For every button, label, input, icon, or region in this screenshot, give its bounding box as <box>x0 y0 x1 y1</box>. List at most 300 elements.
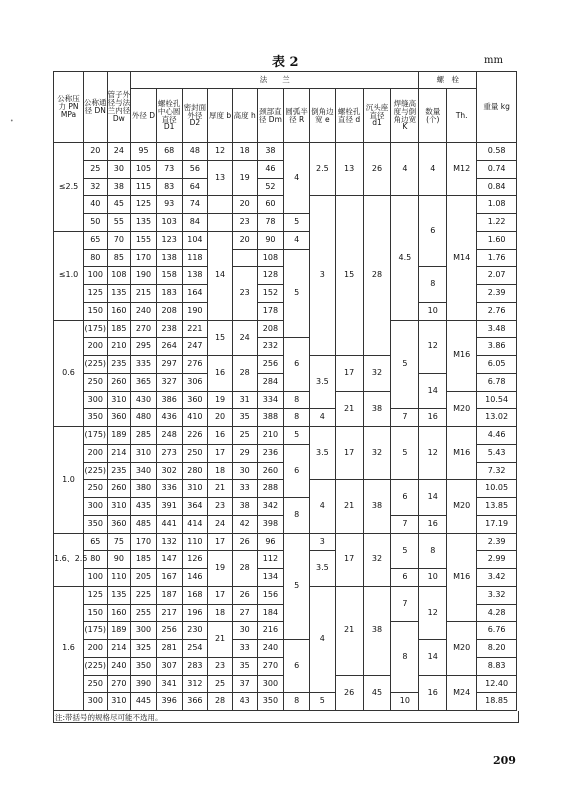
header-bolt-qty: 数量 (个) <box>419 89 447 143</box>
table-cell: 214 <box>107 640 131 658</box>
table-cell: 8.83 <box>477 657 517 675</box>
table-cell: 105 <box>131 160 157 178</box>
table-cell: 103 <box>156 214 182 232</box>
table-cell: 350 <box>257 693 284 711</box>
table-cell: 60 <box>257 196 284 214</box>
table-cell: 436 <box>156 409 182 427</box>
table-cell: 189 <box>107 622 131 640</box>
table-cell: 391 <box>156 498 182 516</box>
table-cell: M20 <box>447 480 477 533</box>
table-cell: 342 <box>257 498 284 516</box>
table-cell: 96 <box>257 533 284 551</box>
table-cell: 80 <box>84 551 108 569</box>
table-cell: 30 <box>232 622 257 640</box>
table-cell: 125 <box>84 285 108 303</box>
table-cell: 150 <box>84 302 108 320</box>
table-cell: 83 <box>156 178 182 196</box>
table-cell: 32 <box>363 427 391 480</box>
table-cell: 5 <box>284 214 310 232</box>
table-cell: 200 <box>84 444 108 462</box>
table-cell: 13 <box>335 143 363 196</box>
table-cell: 3.32 <box>477 586 517 604</box>
table-row <box>54 427 517 445</box>
table-cell: 3.42 <box>477 569 517 587</box>
table-cell: 302 <box>156 462 182 480</box>
table-cell: 29 <box>232 444 257 462</box>
table-cell: 46 <box>257 160 284 178</box>
table-cell: 52 <box>257 178 284 196</box>
table-cell: 185 <box>131 551 157 569</box>
table-cell: 273 <box>156 444 182 462</box>
table-cell: 42 <box>232 515 257 533</box>
table-cell: 10.54 <box>477 391 517 409</box>
table-cell: 270 <box>107 675 131 693</box>
table-cell: 200 <box>84 640 108 658</box>
table-cell: 17 <box>335 533 363 586</box>
table-cell: 386 <box>156 391 182 409</box>
table-cell: 2.76 <box>477 302 517 320</box>
table-cell: 360 <box>107 409 131 427</box>
header-bolt-group: 螺 栓 <box>419 72 477 89</box>
table-cell: 26 <box>335 675 363 711</box>
header-bolt-hole: 螺栓孔直径 d <box>335 89 363 143</box>
table-cell: 414 <box>182 515 208 533</box>
table-cell: 14 <box>208 231 233 320</box>
header-neck-dia: 颈部直径 Dm <box>257 89 284 143</box>
table-cell: M24 <box>447 675 477 711</box>
table-cell: 366 <box>182 693 208 711</box>
table-cell: 19 <box>208 391 233 409</box>
table-cell: 17 <box>208 586 233 604</box>
table-cell: 0.6 <box>54 320 84 427</box>
table-cell: 78 <box>257 214 284 232</box>
table-cell: 135 <box>107 586 131 604</box>
table-row <box>54 533 517 551</box>
table-cell: 7 <box>391 409 419 427</box>
table-note: 注:带括号的规格尽可能不选用。 <box>55 713 163 722</box>
table-cell: 310 <box>107 391 131 409</box>
table-cell: 350 <box>84 515 108 533</box>
table-cell: 17.19 <box>477 515 517 533</box>
table-cell: 28 <box>232 356 257 392</box>
table-cell: 364 <box>182 498 208 516</box>
table-cell: 35 <box>232 409 257 427</box>
table-cell: 16 <box>208 427 233 445</box>
table-cell: 12 <box>208 143 233 161</box>
table-cell: 300 <box>84 391 108 409</box>
table-cell: 396 <box>156 693 182 711</box>
table-cell: 155 <box>131 231 157 249</box>
table-cell: 38 <box>107 178 131 196</box>
table-cell: 33 <box>232 480 257 498</box>
table-cell <box>208 196 233 214</box>
table-cell: 5 <box>391 320 419 409</box>
table-cell: 15 <box>208 320 233 356</box>
table-cell: 21 <box>335 586 363 675</box>
table-cell: 16 <box>208 356 233 392</box>
table-cell: (225) <box>84 657 108 675</box>
table-cell: 8 <box>419 267 447 303</box>
table-cell: 360 <box>107 515 131 533</box>
table-cell: 38 <box>257 143 284 161</box>
table-cell: 110 <box>182 533 208 551</box>
table-cell: 18 <box>208 462 233 480</box>
table-cell: 247 <box>182 338 208 356</box>
header-bolt-thread: Th. <box>447 89 477 143</box>
table-cell: 128 <box>257 267 284 285</box>
table-cell: 4 <box>391 143 419 196</box>
table-cell: 17 <box>208 444 233 462</box>
table-cell: 12 <box>419 427 447 480</box>
table-cell: 31 <box>232 391 257 409</box>
table-cell: 312 <box>182 675 208 693</box>
table-cell: 185 <box>107 320 131 338</box>
table-cell: 6.78 <box>477 373 517 391</box>
table-cell: 5 <box>284 533 310 640</box>
table-cell: 360 <box>182 391 208 409</box>
table-cell: 388 <box>257 409 284 427</box>
table-cell: 184 <box>257 604 284 622</box>
table-cell: 3.5 <box>310 551 336 587</box>
table-cell: 45 <box>107 196 131 214</box>
table-cell: 226 <box>182 427 208 445</box>
table-cell: 1.0 <box>54 427 84 534</box>
table-cell: 350 <box>84 409 108 427</box>
table-row <box>54 391 517 409</box>
table-cell: M12 <box>447 143 477 196</box>
header-weight: 重量 kg <box>477 72 517 143</box>
table-cell: 295 <box>131 338 157 356</box>
table-cell: 55 <box>107 214 131 232</box>
table-cell: 334 <box>257 391 284 409</box>
table-cell: 152 <box>257 285 284 303</box>
table-cell: 12.40 <box>477 675 517 693</box>
table-cell: 485 <box>131 515 157 533</box>
table-cell: M16 <box>447 533 477 622</box>
table-cell: 260 <box>107 373 131 391</box>
table-cell: (175) <box>84 320 108 338</box>
table-cell: 90 <box>107 551 131 569</box>
table-cell: 306 <box>182 373 208 391</box>
table-cell: 1.6 <box>54 586 84 710</box>
table-cell: 2.39 <box>477 285 517 303</box>
table-cell: 90 <box>257 231 284 249</box>
table-cell: 240 <box>131 302 157 320</box>
table-cell: 250 <box>84 373 108 391</box>
table-cell: 8 <box>419 533 447 569</box>
table-cell: 1.76 <box>477 249 517 267</box>
table-cell: 138 <box>182 267 208 285</box>
table-cell: 480 <box>131 409 157 427</box>
table-cell: 300 <box>131 622 157 640</box>
table-row <box>54 143 517 161</box>
header-pipe-od: 管子外径与法兰内径 Dw <box>107 72 131 143</box>
table-cell: 38 <box>363 391 391 427</box>
table-cell: 283 <box>182 657 208 675</box>
table-cell: 48 <box>182 143 208 161</box>
table-cell: 5 <box>284 427 310 445</box>
table-cell: 260 <box>257 462 284 480</box>
table-cell: 37 <box>232 675 257 693</box>
table-cell: 10 <box>419 569 447 587</box>
table-cell: 336 <box>156 480 182 498</box>
table-cell: 214 <box>107 444 131 462</box>
table-body <box>54 143 517 711</box>
table-cell: 20 <box>84 143 108 161</box>
header-flange-od: 外径 D <box>131 89 157 143</box>
table-cell: 248 <box>156 427 182 445</box>
table-cell: 8 <box>391 622 419 693</box>
table-cell: 435 <box>131 498 157 516</box>
header-counterbore: 沉头座直径 d1 <box>363 89 391 143</box>
table-cell: 327 <box>156 373 182 391</box>
table-cell: 6 <box>419 196 447 267</box>
table-cell: 215 <box>131 285 157 303</box>
table-cell: 115 <box>131 178 157 196</box>
table-cell: 73 <box>156 160 182 178</box>
table-cell: 70 <box>107 231 131 249</box>
header-thickness: 厚度 b <box>208 89 233 143</box>
table-cell: 255 <box>131 604 157 622</box>
table-cell: 158 <box>156 267 182 285</box>
flange-spec-table <box>53 71 517 711</box>
table-cell: 196 <box>182 604 208 622</box>
table-cell: 33 <box>232 640 257 658</box>
table-cell: 3 <box>310 533 336 551</box>
table-cell: 1.6、2.5 <box>54 533 84 586</box>
table-cell: 20 <box>232 196 257 214</box>
table-cell: 187 <box>156 586 182 604</box>
table-cell: 5 <box>284 249 310 338</box>
table-cell: 4 <box>310 586 336 693</box>
table-cell: (175) <box>84 622 108 640</box>
table-cell: 10 <box>391 693 419 711</box>
table-cell: 430 <box>131 391 157 409</box>
table-cell: 27 <box>232 604 257 622</box>
table-cell: ≤2.5 <box>54 143 84 232</box>
table-cell: 25 <box>84 160 108 178</box>
table-cell: 50 <box>84 214 108 232</box>
table-cell: 40 <box>84 196 108 214</box>
table-cell: 20 <box>232 231 257 249</box>
table-cell: 108 <box>107 267 131 285</box>
table-cell: 19 <box>208 551 233 587</box>
table-cell: 24 <box>107 143 131 161</box>
table-cell: 85 <box>107 249 131 267</box>
table-cell: 118 <box>182 249 208 267</box>
table-cell: 6.05 <box>477 356 517 374</box>
table-cell: 210 <box>107 338 131 356</box>
table-cell: 1.60 <box>477 231 517 249</box>
page-number: 209 <box>493 754 516 767</box>
table-cell: 38 <box>363 586 391 675</box>
table-cell: 13.85 <box>477 498 517 516</box>
table-cell: 13.02 <box>477 409 517 427</box>
table-cell: 28 <box>208 693 233 711</box>
table-cell: 23 <box>232 267 257 320</box>
table-cell: 250 <box>84 675 108 693</box>
table-cell: 300 <box>84 498 108 516</box>
table-cell <box>232 249 257 267</box>
table-cell: 75 <box>107 533 131 551</box>
table-cell: 3.5 <box>310 356 336 409</box>
table-cell: 35 <box>232 657 257 675</box>
header-weld-leg: 焊缝高度与倒角边宽 K <box>391 89 419 143</box>
table-cell: 240 <box>257 640 284 658</box>
table-cell: 18 <box>232 143 257 161</box>
table-cell: 6 <box>284 444 310 497</box>
table-cell: 108 <box>257 249 284 267</box>
table-cell: 232 <box>257 338 284 356</box>
table-cell: 14 <box>419 373 447 409</box>
table-cell: 16 <box>419 515 447 533</box>
table-cell: 260 <box>107 480 131 498</box>
table-cell: 441 <box>156 515 182 533</box>
header-fillet: 圆弧半径 R <box>284 89 310 143</box>
table-cell: 65 <box>84 533 108 551</box>
table-cell: 164 <box>182 285 208 303</box>
table-cell: 256 <box>257 356 284 374</box>
table-cell: 0.58 <box>477 143 517 161</box>
table-cell: 276 <box>182 356 208 374</box>
table-cell <box>208 214 233 232</box>
table-cell: (225) <box>84 462 108 480</box>
table-cell: 167 <box>156 569 182 587</box>
header-seal-od: 密封面外径 D2 <box>182 89 208 143</box>
table-cell: 205 <box>131 569 157 587</box>
table-cell: 7 <box>391 515 419 533</box>
table-cell: 30 <box>107 160 131 178</box>
unit-label: mm <box>484 55 503 66</box>
table-cell: 189 <box>107 427 131 445</box>
table-cell: 125 <box>131 196 157 214</box>
table-cell: 17 <box>335 356 363 392</box>
table-cell: 2.39 <box>477 533 517 551</box>
table-cell: 288 <box>257 480 284 498</box>
table-cell: M20 <box>447 391 477 427</box>
table-cell: 5 <box>391 533 419 569</box>
table-cell: 112 <box>257 551 284 569</box>
table-cell: 68 <box>156 143 182 161</box>
table-cell: (175) <box>84 427 108 445</box>
table-cell: 178 <box>257 302 284 320</box>
table-cell: 238 <box>156 320 182 338</box>
table-cell: 281 <box>156 640 182 658</box>
table-cell: 8 <box>284 391 310 409</box>
table-cell: M16 <box>447 320 477 391</box>
table-cell: 135 <box>131 214 157 232</box>
table-cell: 13 <box>208 160 233 196</box>
table-cell: 280 <box>182 462 208 480</box>
table-cell: 1.22 <box>477 214 517 232</box>
table-cell: 84 <box>182 214 208 232</box>
table-cell: 6 <box>391 569 419 587</box>
table-cell: 6.76 <box>477 622 517 640</box>
table-cell: 132 <box>156 533 182 551</box>
table-cell: 10.05 <box>477 480 517 498</box>
table-cell: 8 <box>284 409 310 427</box>
table-cell: 221 <box>182 320 208 338</box>
table-cell: 216 <box>257 622 284 640</box>
table-cell: 38 <box>363 480 391 533</box>
table-cell: 410 <box>182 409 208 427</box>
table-cell: M14 <box>447 196 477 320</box>
table-cell: 19 <box>232 160 257 196</box>
table-cell: 134 <box>257 569 284 587</box>
table-cell: 3 <box>310 196 336 356</box>
table-cell: 2.5 <box>310 143 336 196</box>
table-cell: 14 <box>419 480 447 516</box>
table-cell: 28 <box>232 551 257 587</box>
table-cell: 256 <box>156 622 182 640</box>
table-cell: 100 <box>84 569 108 587</box>
table-cell: 21 <box>335 480 363 533</box>
table-cell: 56 <box>182 160 208 178</box>
table-cell: 4 <box>310 409 336 427</box>
table-cell: 32 <box>84 178 108 196</box>
table-cell: 5 <box>310 693 336 711</box>
table-cell: 126 <box>182 551 208 569</box>
table-cell: 0.84 <box>477 178 517 196</box>
table-cell: 16 <box>419 675 447 711</box>
table-cell: 30 <box>232 462 257 480</box>
table-cell: 104 <box>182 231 208 249</box>
table-cell: 150 <box>84 604 108 622</box>
table-cell: 12 <box>419 320 447 373</box>
table-cell: 95 <box>131 143 157 161</box>
table-cell: 340 <box>131 462 157 480</box>
table-cell: 21 <box>208 622 233 658</box>
table-cell: 445 <box>131 693 157 711</box>
table-cell: 6 <box>391 480 419 516</box>
table-cell: 300 <box>257 675 284 693</box>
table-cell: 32 <box>363 533 391 586</box>
table-cell: 8 <box>284 498 310 534</box>
table-cell: 18.85 <box>477 693 517 711</box>
table-cell: 284 <box>257 373 284 391</box>
table-cell: 74 <box>182 196 208 214</box>
table-cell: M16 <box>447 427 477 480</box>
table-cell: 168 <box>182 586 208 604</box>
table-cell: 190 <box>182 302 208 320</box>
table-cell: 250 <box>182 444 208 462</box>
table-cell: 341 <box>156 675 182 693</box>
table-cell: 7 <box>391 586 419 622</box>
table-cell: 25 <box>232 427 257 445</box>
header-pressure: 公称压力 PN MPa <box>54 72 84 143</box>
table-cell: 4 <box>310 480 336 533</box>
table-cell: 138 <box>156 249 182 267</box>
table-cell: 135 <box>107 285 131 303</box>
table-cell: 24 <box>208 515 233 533</box>
table-cell: 10 <box>419 302 447 320</box>
table-cell: 14 <box>419 640 447 676</box>
header-flange-group: 法 兰 <box>131 72 419 89</box>
table-title: 表 2 <box>272 55 299 70</box>
table-cell: 325 <box>131 640 157 658</box>
table-cell: 2.99 <box>477 551 517 569</box>
table-cell: 8 <box>284 693 310 711</box>
table-cell: 230 <box>182 622 208 640</box>
table-cell: 254 <box>182 640 208 658</box>
table-cell: 4.5 <box>391 196 419 320</box>
table-cell: 3.86 <box>477 338 517 356</box>
table-cell: 156 <box>257 586 284 604</box>
table-cell: (225) <box>84 356 108 374</box>
table-cell: 217 <box>156 604 182 622</box>
table-cell: 0.74 <box>477 160 517 178</box>
table-cell: 200 <box>84 338 108 356</box>
